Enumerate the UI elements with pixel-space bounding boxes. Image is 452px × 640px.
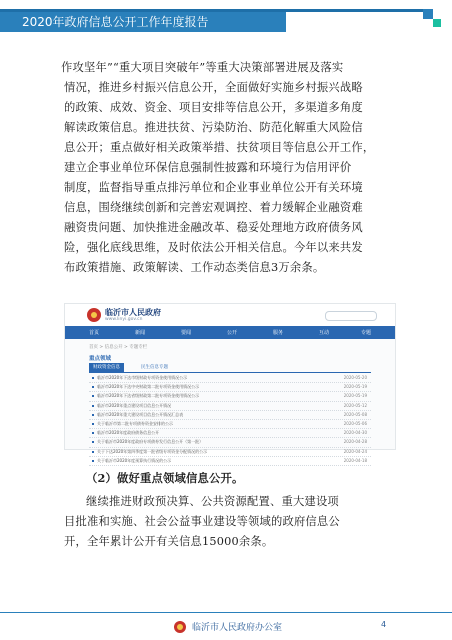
gov-emblem-icon bbox=[87, 308, 101, 322]
item-date: 2020-05-06 bbox=[343, 420, 367, 426]
nav-item[interactable]: 专题 bbox=[361, 330, 372, 336]
list-item[interactable] bbox=[89, 392, 371, 401]
item-title: 临沂市2020年重点建设项目信息公开情况 bbox=[97, 402, 172, 408]
list-item[interactable] bbox=[89, 420, 371, 429]
item-date: 2020-05-19 bbox=[343, 384, 367, 390]
text-line: 解读政策信息。推进扶贫、污染防治、防范化解重大风险信 bbox=[64, 121, 363, 134]
text-line: 息公开；重点做好相关政策举措、扶贫项目等信息公开工作， bbox=[64, 141, 375, 154]
nav-item[interactable]: 公开 bbox=[227, 330, 238, 336]
item-date: 2020-05-19 bbox=[343, 393, 367, 399]
item-date: 2020-05-20 bbox=[343, 375, 367, 380]
nav-item[interactable]: 服务 bbox=[273, 330, 284, 336]
footer-org: 临沂市人民政府办公室 bbox=[192, 623, 283, 633]
site-nav bbox=[65, 326, 395, 339]
text-line: 制度，监督指导重点排污单位和企业事业单位公开有关环境 bbox=[64, 181, 363, 194]
text-line: 建立企事业单位环保信息强制性披露和环境行为信用评价 bbox=[64, 161, 352, 174]
text-line: 开，全年累计公开有关信息15000余条。 bbox=[64, 535, 274, 548]
item-title: 临沂市2020年下达市级财政专项资金使用情况公示 bbox=[97, 375, 188, 380]
item-title: 临沂市2020年下达省级财政第二批专项资金使用情况公示 bbox=[97, 393, 200, 399]
item-date: 2020-05-08 bbox=[343, 411, 367, 417]
item-date: 2020-04-24 bbox=[343, 448, 367, 454]
item-title: 关于临沂市2020年度政府专项债券发行信息公开（第一批） bbox=[97, 439, 204, 445]
header-square-blue bbox=[423, 9, 433, 19]
gov-emblem-icon bbox=[174, 621, 186, 633]
section-heading: （2）做好重点领域信息公开。 bbox=[86, 471, 244, 485]
tab-fiscal[interactable]: 财政资金信息 bbox=[89, 363, 124, 372]
body-paragraph-top bbox=[61, 58, 396, 278]
panel-tabs bbox=[89, 363, 371, 373]
list-item[interactable] bbox=[89, 438, 371, 447]
item-title: 关于下达2020年第四季度第一批省级专项资金分配情况的公示 bbox=[97, 448, 208, 454]
footer-rule bbox=[0, 612, 452, 613]
nav-item[interactable]: 互动 bbox=[319, 330, 330, 336]
text-line: 继续推进财政预决算、公共资源配置、重大建设项 bbox=[86, 495, 339, 508]
list-item[interactable] bbox=[89, 448, 371, 457]
site-header bbox=[65, 304, 395, 326]
site-name: 临沂市人民政府 bbox=[105, 308, 161, 317]
list-item[interactable] bbox=[89, 457, 371, 466]
item-title: 临沂市2020年度政府债务信息公开 bbox=[97, 430, 160, 436]
item-title: 关于临沂市2020年度预算执行情况的公示 bbox=[97, 457, 172, 463]
site-url: www.linyi.gov.cn bbox=[105, 317, 143, 322]
text-line: 信息，围绕继续创新和完善宏观调控、着力缓解企业融资难 bbox=[64, 201, 363, 214]
article-list bbox=[89, 374, 371, 466]
header-square-teal bbox=[433, 19, 441, 27]
nav-item[interactable]: 新闻 bbox=[135, 330, 146, 336]
item-date: 2020-04-28 bbox=[343, 439, 367, 445]
text-line: 险，强化底线思维，及时依法公开相关信息。今年以来共发 bbox=[64, 241, 363, 254]
item-date: 2020-05-12 bbox=[343, 402, 367, 408]
item-title: 临沂市2020年重大建设项目信息公开情况汇总表 bbox=[97, 411, 184, 417]
item-title: 临沂市2020年下达中央财政第二批专项资金使用情况公示 bbox=[97, 384, 200, 390]
panel-title: 重点领域 bbox=[89, 356, 112, 362]
text-line: 情况，推进乡村振兴信息公开，全面做好实施乡村振兴战略 bbox=[64, 81, 363, 94]
nav-item[interactable]: 首页 bbox=[89, 330, 100, 336]
text-line: 布政策措施、政策解读、工作动态类信息3万余条。 bbox=[64, 261, 325, 274]
text-line: 目批准和实施、社会公益事业建设等领域的政府信息公 bbox=[64, 515, 340, 528]
list-item[interactable] bbox=[89, 402, 371, 411]
text-line: 的政策、成效、资金、项目安排等信息公开，多渠道多角度 bbox=[64, 101, 363, 114]
item-title: 关于临沂市第二批专项债券资金安排的公示 bbox=[97, 420, 173, 426]
nav-item[interactable]: 要闻 bbox=[181, 330, 192, 336]
page-number: 4 bbox=[381, 620, 387, 629]
breadcrumb: 首页 > 信息公开 > 专题专栏 bbox=[89, 345, 148, 350]
website-screenshot bbox=[64, 303, 396, 463]
site-search-input[interactable] bbox=[325, 311, 377, 321]
item-date: 2020-04-18 bbox=[343, 457, 367, 463]
section-block bbox=[64, 468, 396, 552]
list-item[interactable] bbox=[89, 411, 371, 420]
list-item[interactable] bbox=[89, 429, 371, 438]
list-item[interactable] bbox=[89, 383, 371, 392]
report-title: 2020年政府信息公开工作年度报告 bbox=[22, 15, 209, 29]
text-line: 融资贵问题、加快推进金融改革、稳妥处理地方政府债务风 bbox=[64, 221, 363, 234]
list-item[interactable] bbox=[89, 374, 371, 383]
tab-livelihood[interactable]: 民生信息专题 bbox=[141, 365, 168, 370]
item-date: 2020-04-30 bbox=[343, 430, 367, 436]
text-line: 作攻坚年”“重大项目突破年”等重大决策部署进展及落实 bbox=[61, 61, 344, 74]
